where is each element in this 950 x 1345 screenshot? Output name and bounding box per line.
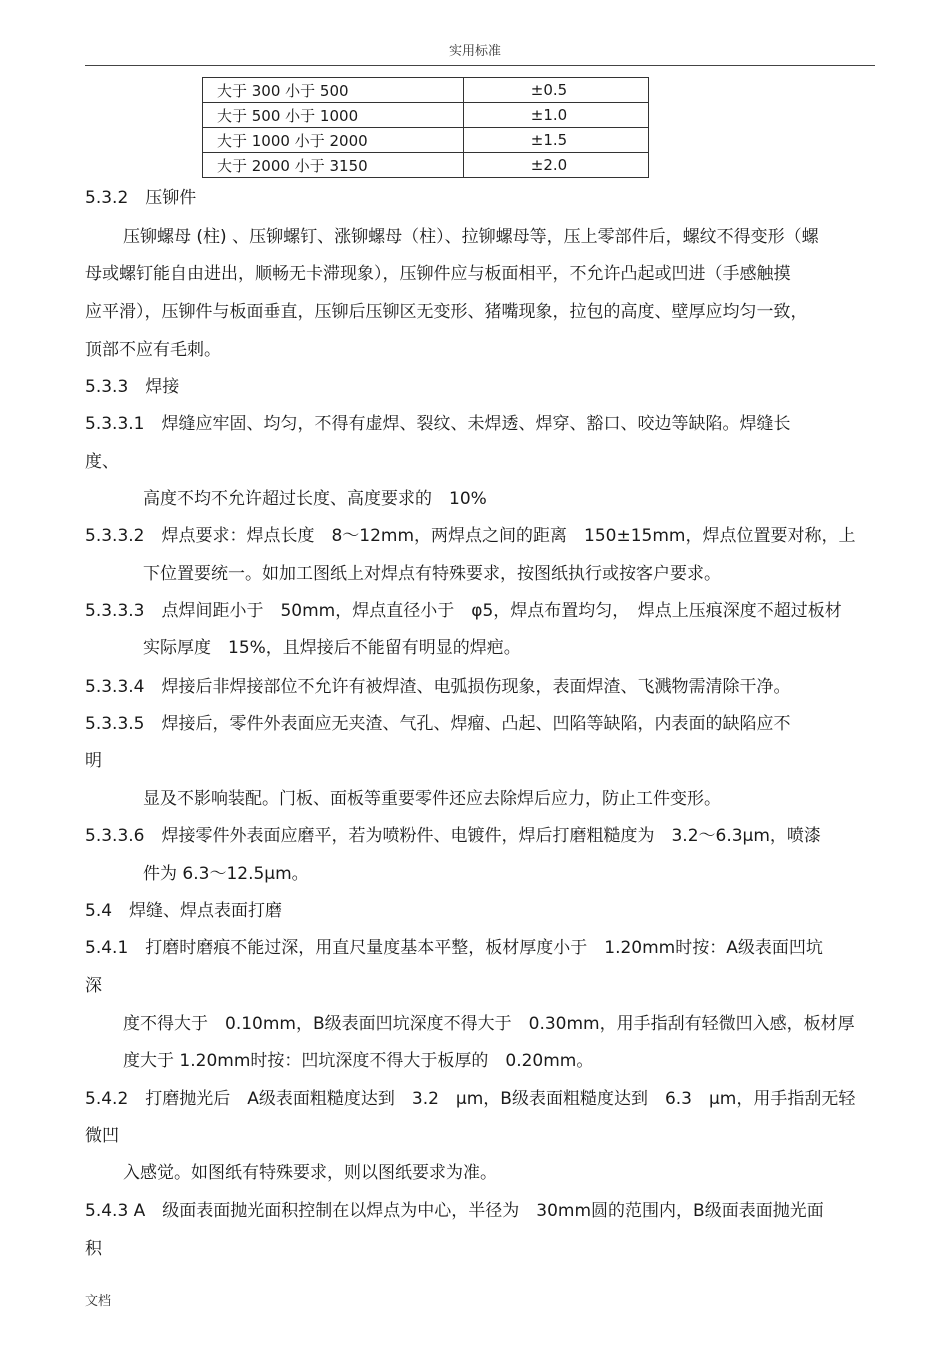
clause-line: 下位置要统一。如加工图纸上对焊点有特殊要求，按图纸执行或按客户要求。 [143, 564, 721, 584]
paragraph-line: 应平滑），压铆件与板面垂直，压铆后压铆区无变形、猪嘴现象，拉包的高度、壁厚应均匀一致， [85, 302, 808, 322]
table-row [203, 153, 649, 178]
clause-line: 度大于 1.20mm时按：凹坑深度不得大于板厚的 0.20mm。 [123, 1051, 594, 1071]
table-row [203, 78, 649, 103]
clause-line: 度不得大于 0.10mm，B级表面凹坑深度不得大于 0.30mm，用手指刮有轻微凹入感，板材厚 [123, 1014, 855, 1034]
clause-line: 件为 6.3～12.5μm。 [143, 864, 309, 884]
paragraph-line: 压铆螺母 (柱) 、压铆螺钉、涨铆螺母（柱）、拉铆螺母等，压上零部件后，螺纹不得变形（螺 [123, 227, 819, 247]
clause-line: 5.3.3.4 焊接后非焊接部位不允许有被焊渣、电弧损伤现象，表面焊渣、飞溅物需清除干净。 [85, 677, 791, 697]
clause-line: 深 [85, 976, 102, 996]
clause-line: 5.3.3.5 焊接后，零件外表面应无夹渣、气孔、焊瘤、凸起、凹陷等缺陷，内表面的缺陷应不 [85, 714, 791, 734]
tolerance-table [202, 77, 649, 178]
clause-line: 5.3.3.1 焊缝应牢固、均匀，不得有虚焊、裂纹、未焊透、焊穿、豁口、咬边等缺陷。焊缝长 [85, 414, 791, 434]
section-heading-5-4: 5.4 焊缝、焊点表面打磨 [85, 901, 283, 921]
clause-line: 5.4.2 打磨抛光后 A级表面粗糙度达到 3.2 μm，B级表面粗糙度达到 6.3 μm，用手指刮无轻 [85, 1089, 856, 1109]
clause-line: 5.3.3.6 焊接零件外表面应磨平，若为喷粉件、电镀件，焊后打磨粗糙度为 3.2～6.3μm，喷漆 [85, 826, 821, 846]
table-row [203, 128, 649, 153]
range-cell: 大于 1000 小于 2000 [203, 128, 464, 153]
page-header: 实用标准 [448, 44, 501, 59]
section-heading-5-3-2: 5.3.2 压铆件 [85, 188, 197, 208]
clause-line: 5.4.1 打磨时磨痕不能过深，用直尺量度基本平整，板材厚度小于 1.20mm时按：A级表面凹坑 [85, 938, 823, 958]
clause-line: 明 [85, 751, 102, 771]
range-cell: 大于 2000 小于 3150 [203, 153, 464, 178]
clause-line: 入感觉。如图纸有特殊要求，则以图纸要求为准。 [123, 1163, 497, 1183]
paragraph-line: 母或螺钉能自由进出，顺畅无卡滞现象），压铆件应与板面相平，不允许凸起或凹进（手感触摸 [85, 264, 791, 284]
clause-line: 5.3.3.3 点焊间距小于 50mm，焊点直径小于 φ5，焊点布置均匀， 焊点上压痕深度不超过板材 [85, 601, 842, 621]
paragraph-line: 顶部不应有毛刺。 [85, 340, 221, 360]
tolerance-cell: ±1.0 [464, 103, 649, 128]
clause-line: 实际厚度 15%，且焊接后不能留有明显的焊疤。 [143, 638, 521, 658]
range-cell: 大于 500 小于 1000 [203, 103, 464, 128]
section-heading-5-3-3: 5.3.3 焊接 [85, 377, 180, 397]
table-row [203, 103, 649, 128]
tolerance-cell: ±1.5 [464, 128, 649, 153]
clause-line: 5.3.3.2 焊点要求：焊点长度 8～12mm，两焊点之间的距离 150±15mm，焊点位置要对称，上 [85, 526, 856, 546]
header-divider [85, 65, 875, 66]
page-footer: 文档 [85, 1294, 112, 1309]
clause-line: 显及不影响装配。门板、面板等重要零件还应去除焊后应力，防止工件变形。 [143, 789, 721, 809]
range-cell: 大于 300 小于 500 [203, 78, 464, 103]
clause-line: 高度不均不允许超过长度、高度要求的 10% [143, 489, 487, 509]
clause-line: 度、 [85, 452, 119, 472]
clause-line: 微凹 [85, 1126, 119, 1146]
clause-line: 5.4.3 A 级面表面抛光面积控制在以焊点为中心，半径为 30mm圆的范围内，B级面表面抛光面 [85, 1201, 824, 1221]
tolerance-cell: ±2.0 [464, 153, 649, 178]
tolerance-cell: ±0.5 [464, 78, 649, 103]
clause-line: 积 [85, 1239, 102, 1259]
